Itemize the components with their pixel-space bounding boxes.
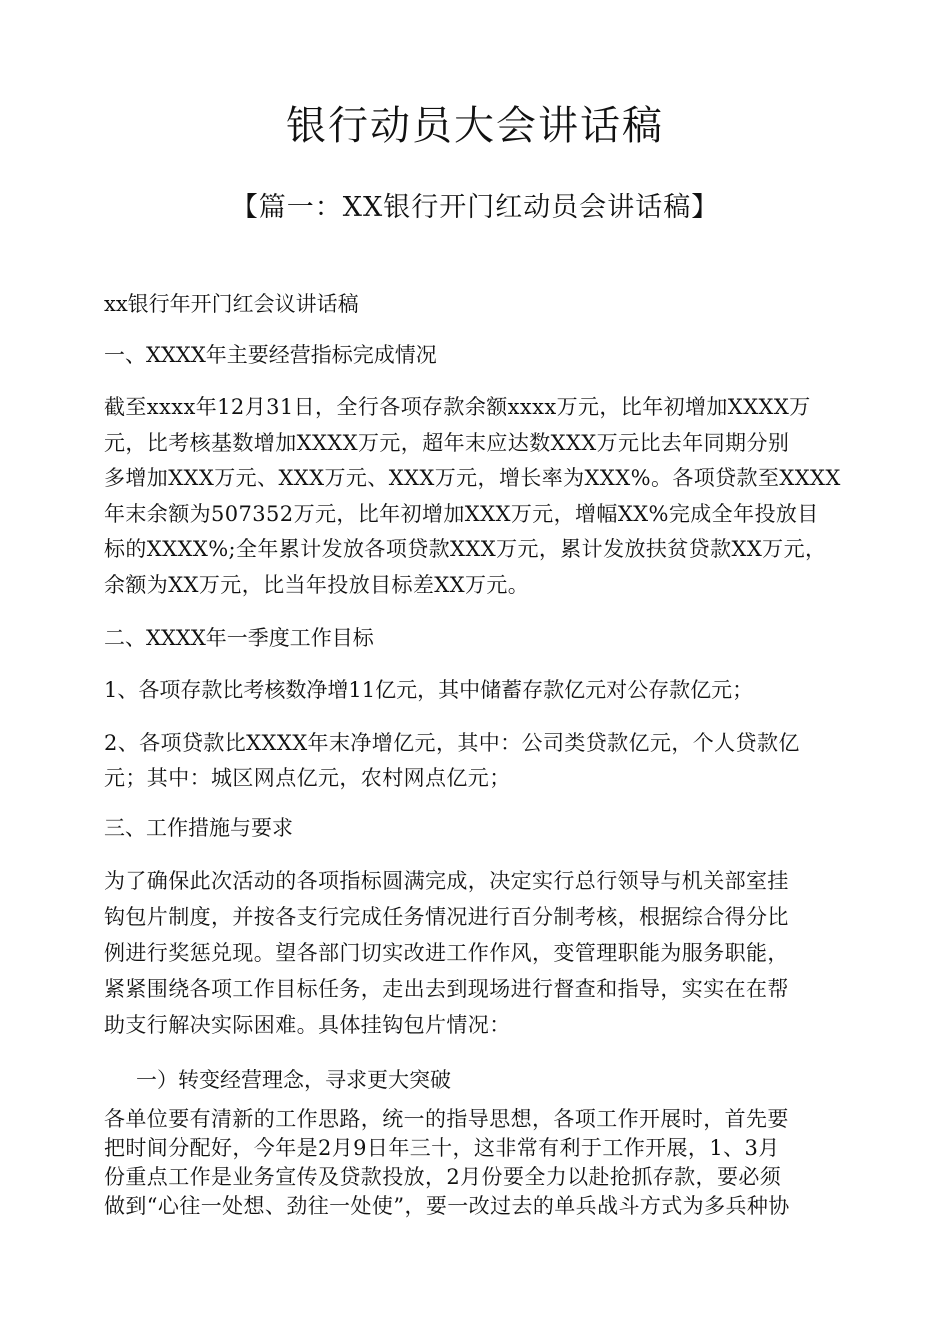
paragraph-line: 多增加XXX万元、XXX万元、XXX万元，增长率为XXX%。各项贷款至XXXX (104, 466, 841, 490)
paragraph-line: 做到“心往一处想、劲往一处使”，要一改过去的单兵战斗方式为多兵种协 (104, 1194, 790, 1218)
paragraph-line: 标的XXXX%;全年累计发放各项贷款XXX万元，累计发放扶贫贷款XX万元， (104, 537, 827, 561)
paragraph-line: 份重点工作是业务宣传及贷款投放，2月份要全力以赴抢抓存款，要必须 (104, 1165, 782, 1189)
paragraph-line: 年末余额为507352万元，比年初增加XXX万元，增幅XX%完成全年投放目 (104, 501, 819, 526)
paragraph-line: 紧紧围绕各项工作目标任务，走出去到现场进行督查和指导，实实在在帮 (104, 977, 789, 1001)
paragraph-line: 钩包片制度，并按各支行完成任务情况进行百分制考核，根据综合得分比 (104, 905, 789, 929)
paragraph-line: 余额为XX万元，比当年投放目标差XX万元。 (104, 572, 530, 597)
subsection1-heading: 一）转变经营理念，寻求更大突破 (136, 1068, 451, 1092)
paragraph-line: 各单位要有清新的工作思路，统一的指导思想，各项工作开展时，首先要 (104, 1107, 789, 1131)
intro-line: xx银行年开门红会议讲话稿 (104, 292, 359, 316)
section1-heading: 一、XXXX年主要经营指标完成情况 (104, 343, 437, 367)
paragraph-line: 例进行奖惩兑现。望各部门切实改进工作作风，变管理职能为服务职能， (104, 941, 789, 965)
section1-paragraph (104, 390, 856, 603)
section2-heading: 二、XXXX年一季度工作目标 (104, 626, 374, 650)
paragraph-line: 元，比考核基数增加XXXX万元，超年末应达数XXX万元比去年同期分别 (104, 430, 790, 455)
paragraph-line: 截至xxxx年12月31日，全行各项存款余额xxxx万元，比年初增加XXXX万 (104, 395, 811, 419)
paragraph-line: 助支行解决实际困难。具体挂钩包片情况： (104, 1013, 511, 1037)
goal-item-1: 1、各项存款比考核数净增11亿元，其中储蓄存款亿元对公存款亿元； (104, 678, 754, 702)
goal-item-2 (104, 726, 856, 796)
paragraph-line: 元；其中：城区网点亿元，农村网点亿元； (104, 766, 511, 790)
section3-paragraph (104, 863, 856, 1043)
subsection1-paragraph (104, 1105, 856, 1221)
section3-heading: 三、工作措施与要求 (104, 816, 293, 840)
document-subtitle: 【篇一：XX银行开门红动员会讲话稿】 (230, 192, 720, 223)
paragraph-line: 为了确保此次活动的各项指标圆满完成，决定实行总行领导与机关部室挂 (104, 869, 789, 893)
document-title: 银行动员大会讲话稿 (286, 103, 664, 149)
paragraph-line: 2、各项贷款比XXXX年末净增亿元，其中：公司类贷款亿元，个人贷款亿 (104, 731, 800, 755)
paragraph-line: 把时间分配好，今年是2月9日年三十，这非常有利于工作开展，1、3月 (104, 1136, 780, 1160)
